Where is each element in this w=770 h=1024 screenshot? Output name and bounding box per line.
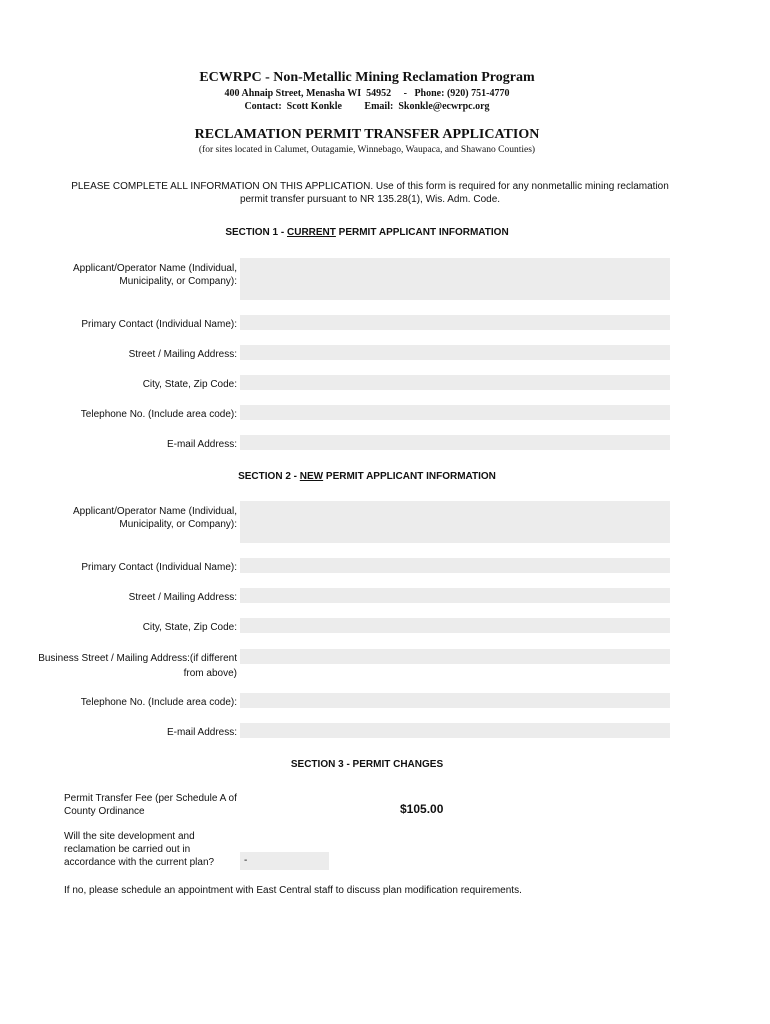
plan-question: Will the site development and reclamation be carried out in accordance with the current plan? [64,831,215,868]
fee-label: Permit Transfer Fee (per Schedule A of County Ordinance [64,793,237,817]
s2-applicant-input[interactable] [240,501,670,543]
s1-contact-label: Primary Contact (Individual Name): [81,319,237,330]
s2-phone-label: Telephone No. (Include area code): [80,697,237,708]
section-1-heading [0,227,734,238]
plan-note: If no, please schedule an appointment with East Central staff to discuss plan modification requirements. [64,885,522,896]
section-1-prefix: SECTION 1 - [225,227,287,238]
s2-email-input[interactable] [240,723,670,738]
s1-street-label: Street / Mailing Address: [128,349,237,360]
s2-city-input[interactable] [240,618,670,633]
s2-city-label: City, State, Zip Code: [142,622,237,633]
section-1-emphasis: CURRENT [287,227,336,238]
s1-phone-input[interactable] [240,405,670,420]
s2-business-input[interactable] [240,649,670,664]
contact-line: Contact: Scott Konkle Email: Skonkle@ecwrpc.org [244,101,490,112]
s2-email-label: E-mail Address: [166,727,237,738]
s2-applicant-label: Applicant/Operator Name (Individual, Municipality, or Company): [73,506,237,530]
s2-contact-label: Primary Contact (Individual Name): [81,562,237,573]
form-title: RECLAMATION PERMIT TRANSFER APPLICATION [194,127,540,142]
s1-email-label: E-mail Address: [166,439,237,450]
s1-applicant-label: Applicant/Operator Name (Individual, Municipality, or Company): [73,263,237,287]
s2-street-input[interactable] [240,588,670,603]
s1-applicant-input[interactable] [240,258,670,300]
program-title: ECWRPC - Non-Metallic Mining Reclamation Program [199,70,535,85]
s1-street-input[interactable] [240,345,670,360]
intro-text: PLEASE COMPLETE ALL INFORMATION ON THIS APPLICATION. Use of this form is required for any nonmetallic mining reclamation permit transfer pursuant to NR 135.28(1), Wis. Adm. Code. [71,181,669,205]
s2-contact-input[interactable] [240,558,670,573]
section-2-prefix: SECTION 2 - [238,471,300,482]
s1-contact-input[interactable] [240,315,670,330]
section-3-heading: SECTION 3 - PERMIT CHANGES [290,759,444,770]
fee-value: $105.00 [400,802,444,816]
s2-business-label: Business Street / Mailing Address:(if different from above) [38,653,237,679]
section-2-suffix: PERMIT APPLICANT INFORMATION [323,471,496,482]
address-line: 400 Ahnaip Street, Menasha WI 54952 - Phone: (920) 751-4770 [224,88,510,99]
s2-street-label: Street / Mailing Address: [128,592,237,603]
s1-email-input[interactable] [240,435,670,450]
form-subtitle: (for sites located in Calumet, Outagamie, Winnebago, Waupaca, and Shawano Counties) [198,145,536,155]
s1-city-label: City, State, Zip Code: [142,379,237,390]
s1-phone-label: Telephone No. (Include area code): [80,409,237,420]
section-1-suffix: PERMIT APPLICANT INFORMATION [335,227,509,238]
section-2-heading [0,471,734,482]
s1-city-input[interactable] [240,375,670,390]
plan-answer-select[interactable]: - [240,852,329,870]
s2-phone-input[interactable] [240,693,670,708]
section-2-emphasis: NEW [299,471,324,482]
